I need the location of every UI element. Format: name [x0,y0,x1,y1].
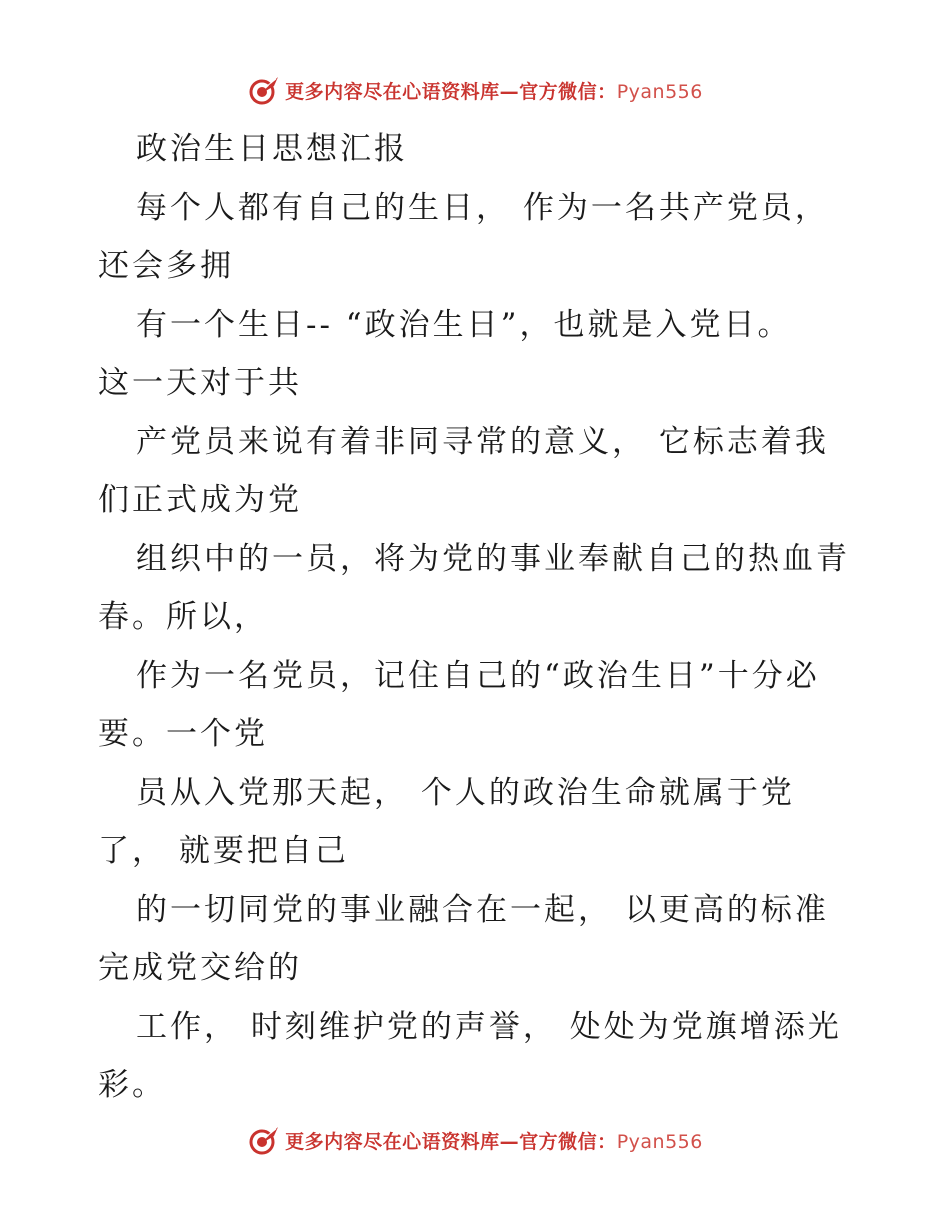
header-banner-handle: Pyan556 [616,80,703,103]
paragraph-line: 员从入党那天起， 个人的政治生命就属于党 [136,774,795,811]
document-title: 政治生日思想汇报 [136,131,408,167]
header-banner-wechat-label: 官方微信： [519,80,617,103]
paragraph-line: 彩。 [98,1067,166,1103]
paragraph-line: 要。一个党 [98,716,268,752]
paragraph-line: 有一个生日-- “政治生日”，也就是入党日。 [136,306,792,343]
paragraph-line: 工作， 时刻维护党的声誉， 处处为党旗增添光 [136,1008,842,1045]
feather-pen-logo-icon [247,1123,281,1157]
paragraph-line: 组织中的一员，将为党的事业奉献自己的热血青 [136,540,850,577]
header-banner-text [285,77,703,104]
footer-banner-handle: Pyan556 [616,1130,703,1153]
header-banner [0,70,950,110]
paragraph-line: 了， 就要把自己 [98,833,349,869]
header-banner-main: 更多内容尽在心语资料库— [285,80,520,103]
paragraph-line: 还会多拥 [98,248,234,284]
paragraph-line: 们正式成为党 [98,482,302,518]
paragraph-line: 产党员来说有着非同寻常的意义， 它标志着我 [136,423,829,460]
paragraph-line: 完成党交给的 [98,950,302,986]
footer-banner-main: 更多内容尽在心语资料库— [285,1130,520,1153]
document-body [98,120,868,1115]
footer-banner-text [285,1127,703,1154]
paragraph-line: 春。所以， [98,599,268,635]
footer-banner [0,1120,950,1160]
footer-banner-wechat-label: 官方微信： [519,1130,617,1153]
feather-pen-logo-icon [247,73,281,107]
paragraph-line: 作为一名党员，记住自己的“政治生日”十分必 [136,657,820,694]
paragraph-line: 这一天对于共 [98,365,302,401]
paragraph-line: 每个人都有自己的生日， 作为一名共产党员， [136,189,829,226]
paragraph-line: 的一切同党的事业融合在一起， 以更高的标准 [136,891,829,928]
